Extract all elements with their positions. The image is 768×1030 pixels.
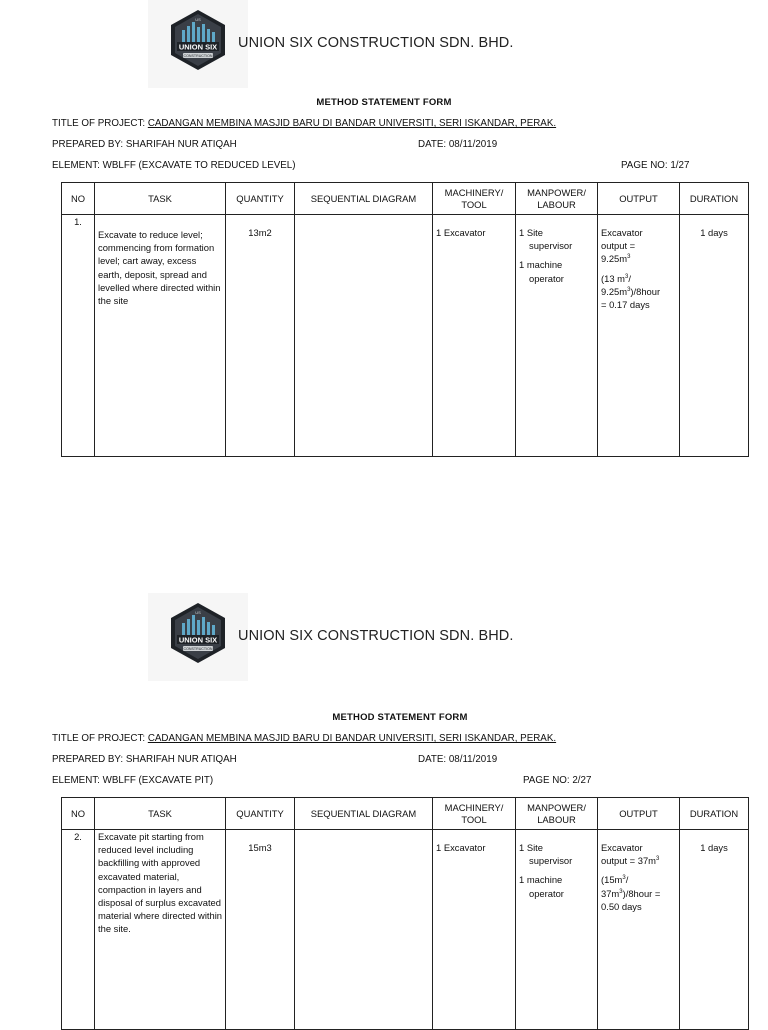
company-name: UNION SIX CONSTRUCTION SDN. BHD. [238, 35, 514, 51]
cell-manpower: 1 Site supervisor 1 machine operator [516, 215, 598, 457]
cell-output: Excavator output = $9.25m^3$ (13 $m^3/$ $9.25m^3)/8hour$ = 0.17 days [598, 215, 680, 457]
header-duration: DURATION [680, 183, 749, 215]
page-number: PAGE NO: 2/27 [523, 775, 592, 786]
header-machinery: MACHINERY/ TOOL [433, 183, 516, 215]
header-manpower: MANPOWER/ LABOUR [516, 183, 598, 215]
element: ELEMENT: WBLFF (EXCAVATE TO REDUCED LEVEL) [52, 160, 296, 171]
form-title: METHOD STATEMENT FORM [316, 97, 452, 108]
table-row [62, 215, 749, 457]
project-title [52, 733, 556, 744]
company-logo [148, 0, 248, 88]
header-sequential-diagram: SEQUENTIAL DIAGRAM [295, 183, 433, 215]
company-logo [148, 593, 248, 681]
header-machinery: MACHINERY/ TOOL [433, 798, 516, 830]
svg-text:UNION SIX: UNION SIX [178, 42, 218, 52]
project-title-value: CADANGAN MEMBINA MASJID BARU DI BANDAR UNIVERSITI, SERI ISKANDAR, PERAK. [147, 733, 557, 744]
method-statement-table [61, 797, 749, 1030]
project-title [52, 118, 556, 129]
cell-manpower: 1 Site supervisor 1 machine operator [516, 830, 598, 1030]
header-sequential-diagram: SEQUENTIAL DIAGRAM [295, 798, 433, 830]
table-header-row [62, 183, 749, 215]
header-task: TASK [95, 798, 226, 830]
header-task: TASK [95, 183, 226, 215]
svg-text:UNION SIX: UNION SIX [178, 635, 218, 645]
header-no: NO [62, 798, 95, 830]
prepared-by: PREPARED BY: SHARIFAH NUR ATIQAH [52, 139, 237, 150]
project-title-label: TITLE OF PROJECT: [52, 118, 148, 129]
company-name: UNION SIX CONSTRUCTION SDN. BHD. [238, 628, 514, 644]
form-title: METHOD STATEMENT FORM [332, 712, 468, 723]
cell-no: 1. [62, 215, 95, 457]
cell-duration: 1 days [680, 830, 749, 1030]
header-output: OUTPUT [598, 798, 680, 830]
cell-output: Excavator output = $37m^3$ ($15m^3/$ $37m^3)/8hour$ = 0.50 days [598, 830, 680, 1030]
cell-sequential-diagram [295, 215, 433, 457]
method-statement-table [61, 182, 749, 457]
svg-text:CONSTRUCTION: CONSTRUCTION [183, 647, 213, 651]
svg-text:CONSTRUCTION: CONSTRUCTION [183, 54, 213, 58]
table-row [62, 830, 749, 1030]
header-duration: DURATION [680, 798, 749, 830]
project-title-value: CADANGAN MEMBINA MASJID BARU DI BANDAR UNIVERSITI, SERI ISKANDAR, PERAK. [147, 118, 557, 129]
svg-text:US: US [195, 17, 201, 22]
header-quantity: QUANTITY [226, 183, 295, 215]
date: DATE: 08/11/2019 [418, 754, 498, 765]
header-no: NO [62, 183, 95, 215]
cell-no: 2. [62, 830, 95, 1030]
union-six-logo-icon [166, 601, 230, 665]
project-title-label: TITLE OF PROJECT: [52, 733, 148, 744]
prepared-by: PREPARED BY: SHARIFAH NUR ATIQAH [52, 754, 237, 765]
cell-machinery: 1 Excavator [433, 215, 516, 457]
header-output: OUTPUT [598, 183, 680, 215]
date: DATE: 08/11/2019 [418, 139, 498, 150]
header-quantity: QUANTITY [226, 798, 295, 830]
cell-quantity: 15m3 [226, 830, 295, 1030]
union-six-logo-icon [166, 8, 230, 72]
cell-quantity: 13m2 [226, 215, 295, 457]
table-header-row [62, 798, 749, 830]
element: ELEMENT: WBLFF (EXCAVATE PIT) [52, 775, 214, 786]
svg-text:US: US [195, 610, 201, 615]
page-number: PAGE NO: 1/27 [621, 160, 690, 171]
cell-sequential-diagram [295, 830, 433, 1030]
cell-machinery: 1 Excavator [433, 830, 516, 1030]
cell-task: Excavate to reduce level; commencing from formation level; cart away, excess earth, deposit, spread and levelled where directed within the site [95, 215, 226, 457]
cell-duration: 1 days [680, 215, 749, 457]
header-manpower: MANPOWER/ LABOUR [516, 798, 598, 830]
cell-task: Excavate pit starting from reduced level including backfilling with approved excavated material, compaction in layers and disposal of surplus excavated material where directed within the site. [95, 830, 226, 1030]
